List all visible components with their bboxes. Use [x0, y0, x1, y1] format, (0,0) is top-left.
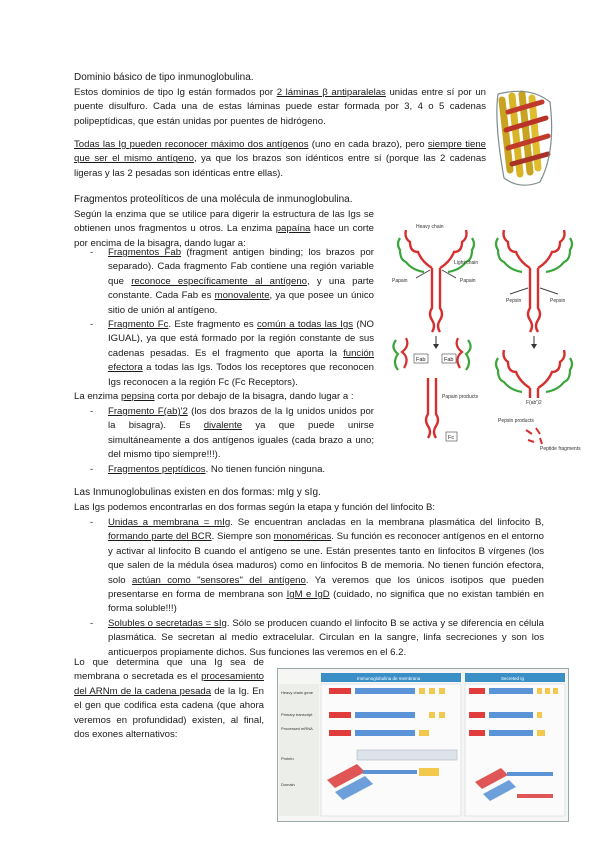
label-papain-right: Papain	[460, 278, 476, 284]
label-fc: Fc	[448, 435, 455, 441]
section-title-ig-domain: Dominio básico de tipo inmunoglobulina.	[74, 72, 254, 83]
label-pepsin-right: Pepsin	[550, 298, 566, 304]
pepsin-fragment-list	[74, 405, 374, 477]
header-secreted-ig: Secreted Ig	[501, 676, 525, 681]
list-item-mig: - Unidas a membrana = mIg. Se encuentran ancladas en la membrana plasmática del linfocito B, formando parte del BCR. Siempre son monoméricas. Su función es reconocer antígenos en el entorno y activar al linfocito B cuando el antígeno se une. Están presentes tanto en linfocitos B vírgenes (los que salen de la médula ósea maduros) como en linfocitos B de memoria. No tienen función efectora, solo actúan como "sensores" del antígeno. Ya veremos que los únicos isotipos que pueden presentarse en forma de membrana son IgM e IgD (cuidado, no significa que no existan también en forma soluble!!!)	[74, 516, 544, 617]
ig-forms-list	[74, 516, 544, 660]
intact-ig-pepsin	[496, 230, 572, 332]
secreted-rows	[465, 684, 565, 816]
paragraph-pepsin-intro: La enzima pepsina corta por debajo de la bisagra, dando lugar a :	[74, 391, 354, 402]
list-item-fab: - Fragmentos Fab (fragment antigen binding; los brazos por separado). Cada fragmento Fab contiene una región variable que reconoce específicamente al antígeno, y una parte constante. Cada Fab es monovalente, ya que posee un único sitio de unión al antígeno.	[74, 246, 374, 318]
list-item-sig: - Solubles o secretadas = sIg. Sólo se producen cuando el linfocito B se activa y se diferencia en célula plasmática. Se secretan al medio extracelular. Circulan en la sangre, linfa secreciones y son los anticuerpos propiamente dichos. Sus funciones las veremos en el 6.2.	[74, 617, 544, 660]
paragraph-ig-domain: Estos dominios de tipo Ig están formados por 2 láminas β antiparalelas unidas entre sí por un puente disulfuro. Cada una de estas láminas puede estar formada por 3, 4 o 5 cadenas polipeptídicas, que están unidas por puentes de hidrógeno.	[74, 87, 487, 127]
section-title-forms: Las Inmunoglobulinas existen en dos formas: mIg y sIg.	[74, 487, 321, 498]
legend-item-4: Domain	[281, 782, 295, 787]
label-fab-right: Fab	[444, 357, 454, 363]
papain-products	[393, 338, 470, 438]
paragraph-forms-intro: Las Igs podemos encontrarlas en dos formas según la etapa y función del linfocito B:	[74, 502, 436, 513]
list-item-fab2: - Fragmento F(ab)'2 (los dos brazos de la Ig unidos unidos por la bisagra). Es divalente ya que puede unirse simultáneamente a dos antígenos iguales (cada brazo a uno; del mismo tipo siempre!!!).	[74, 405, 374, 463]
papain-fragment-list	[74, 246, 374, 390]
mrna-processing-figure	[277, 668, 569, 822]
membrane-rows	[321, 684, 461, 816]
legend-item-0: Heavy chain gene	[281, 690, 314, 695]
legend-item-2: Processed mRNA	[281, 726, 313, 731]
label-papain-products: Papain products	[442, 394, 479, 400]
label-pepsin-left: Pepsin	[506, 298, 522, 304]
label-peptide-fragments: Peptide fragments	[540, 446, 581, 452]
paragraph-papain-intro: Según la enzima que se utilice para digerir la estructura de las Igs se obtienen unos fragmentos u otros. La enzima papaína hace un corte por encima de la bisagra, dando lugar a:	[74, 209, 374, 249]
legend-item-3: Protein	[281, 756, 294, 761]
paragraph-mrna-processing: Lo que determina que una Ig sea de membrana o secretada es el procesamiento del ARNm de la cadena pesada de la Ig. En el gen que codifica esta cadena (que ahora veremos en profundidad) existen, al final, dos exones alternativos:	[74, 657, 265, 741]
label-light-chain: Light chain	[454, 260, 479, 266]
label-fab2: F(ab')2	[526, 400, 542, 406]
list-item-peptide: - Fragmentos peptídicos. No tienen función ninguna.	[74, 463, 374, 477]
header-membrane-ig: Immunoglobulina de membrana	[357, 676, 421, 681]
label-pepsin-products: Pepsin products	[498, 418, 534, 424]
pepsin-products	[496, 350, 572, 444]
section-title-fragments: Fragmentos proteolíticos de una molécula de inmunoglobulina.	[74, 194, 353, 205]
beta-sandwich-image	[490, 82, 560, 194]
paragraph-two-antigens: Todas las Ig pueden reconocer máximo dos antígenos (uno en cada brazo), pero siempre tiene que ser el mismo antígeno, ya que los brazos son idénticos entre sí (porque las 2 cadenas ligeras y las 2 pesadas son idénticas entre ellas).	[74, 139, 487, 179]
label-papain-left: Papain	[392, 278, 408, 284]
legend-item-1: Primary transcript	[281, 712, 313, 717]
ig-proteolysis-diagram	[390, 218, 588, 462]
label-heavy-chain: Heavy chain	[416, 224, 444, 230]
label-fab-left: Fab	[416, 357, 426, 363]
list-item-fc: - Fragmento Fc. Este fragmento es común a todas las Igs (NO IGUAL), ya que está formado por la región constante de sus cadenas pesadas. Es el fragmento que aporta la función efectora a todas las Igs. Todos los receptores que reconocen Igs reconocen a la región Fc (Fc Receptors).	[74, 318, 374, 390]
